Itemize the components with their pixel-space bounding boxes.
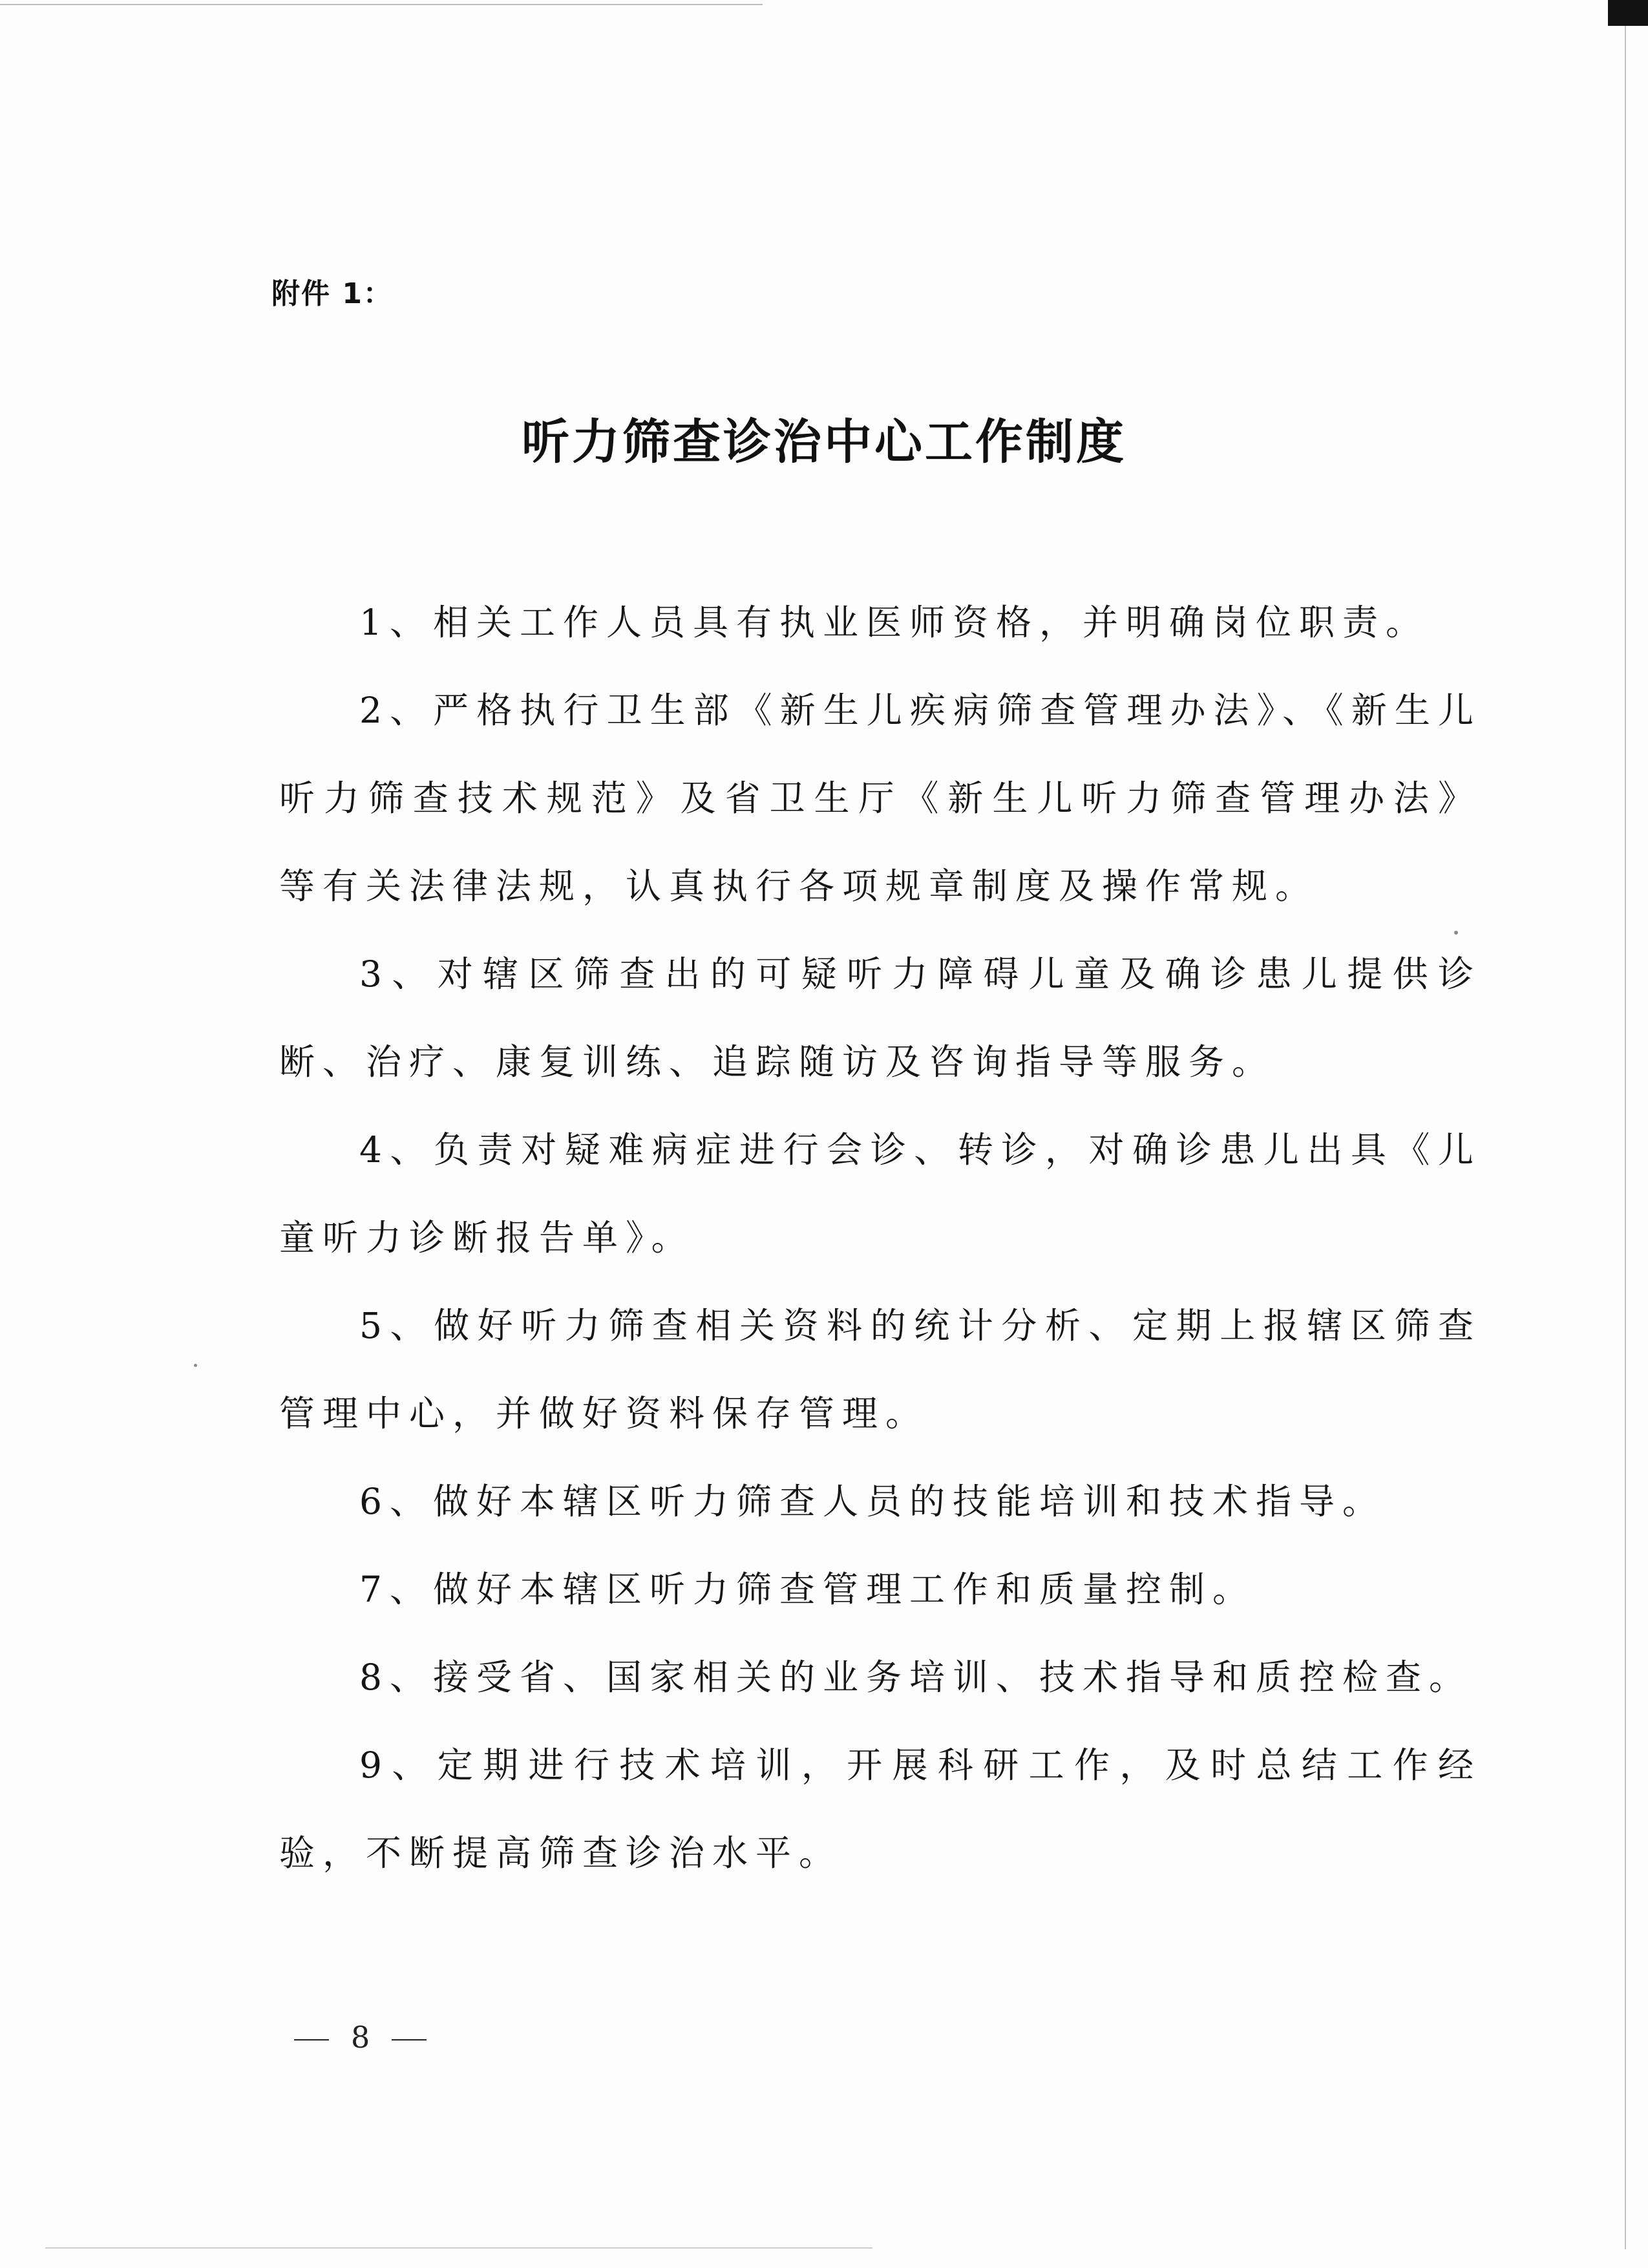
scan-edge-right: [1625, 26, 1626, 2249]
document-title: 听力筛查诊治中心工作制度: [522, 414, 1126, 470]
page-number-value: 8: [351, 2020, 370, 2055]
attachment-label: 附件 1：: [271, 277, 393, 310]
scan-corner-mark: [1608, 0, 1648, 26]
page-number-dash-left: [294, 2039, 329, 2040]
paragraph-1: 1、相关工作人员具有执业医师资格，并明确岗位职责。: [359, 602, 1429, 643]
scan-edge-top: [0, 4, 763, 5]
paragraph-2: 2、严格执行卫生部《新生儿疾病筛查管理办法》、《新生儿听力筛查技术规范》及省卫生厅《新生儿听力筛查管理办法》等有关法律法规，认真执行各项规章制度及操作常规。: [279, 690, 1481, 907]
document-body: [279, 578, 1481, 1897]
scan-speck: [194, 1364, 197, 1367]
paragraph-4: 4、负责对疑难病症进行会诊、转诊，对确诊患儿出具《儿童听力诊断报告单》。: [279, 1129, 1481, 1258]
paragraph-3: 3、对辖区筛查出的可疑听力障碍儿童及确诊患儿提供诊断、治疗、康复训练、追踪随访及咨询指导等服务。: [279, 953, 1481, 1083]
paragraph-6: 6、做好本辖区听力筛查人员的技能培训和技术指导。: [359, 1481, 1386, 1522]
paragraph-7: 7、做好本辖区听力筛查管理工作和质量控制。: [359, 1569, 1256, 1610]
page-number-dash-right: [392, 2039, 427, 2040]
scan-edge-bottom: [45, 2247, 872, 2249]
paragraph-5: 5、做好听力筛查相关资料的统计分析、定期上报辖区筛查管理中心，并做好资料保存管理。: [279, 1305, 1481, 1434]
page-number: [294, 2020, 427, 2055]
paragraph-8: 8、接受省、国家相关的业务培训、技术指导和质控检查。: [359, 1657, 1472, 1698]
paragraph-9: 9、定期进行技术培训，开展科研工作，及时总结工作经验，不断提高筛查诊治水平。: [279, 1744, 1481, 1874]
